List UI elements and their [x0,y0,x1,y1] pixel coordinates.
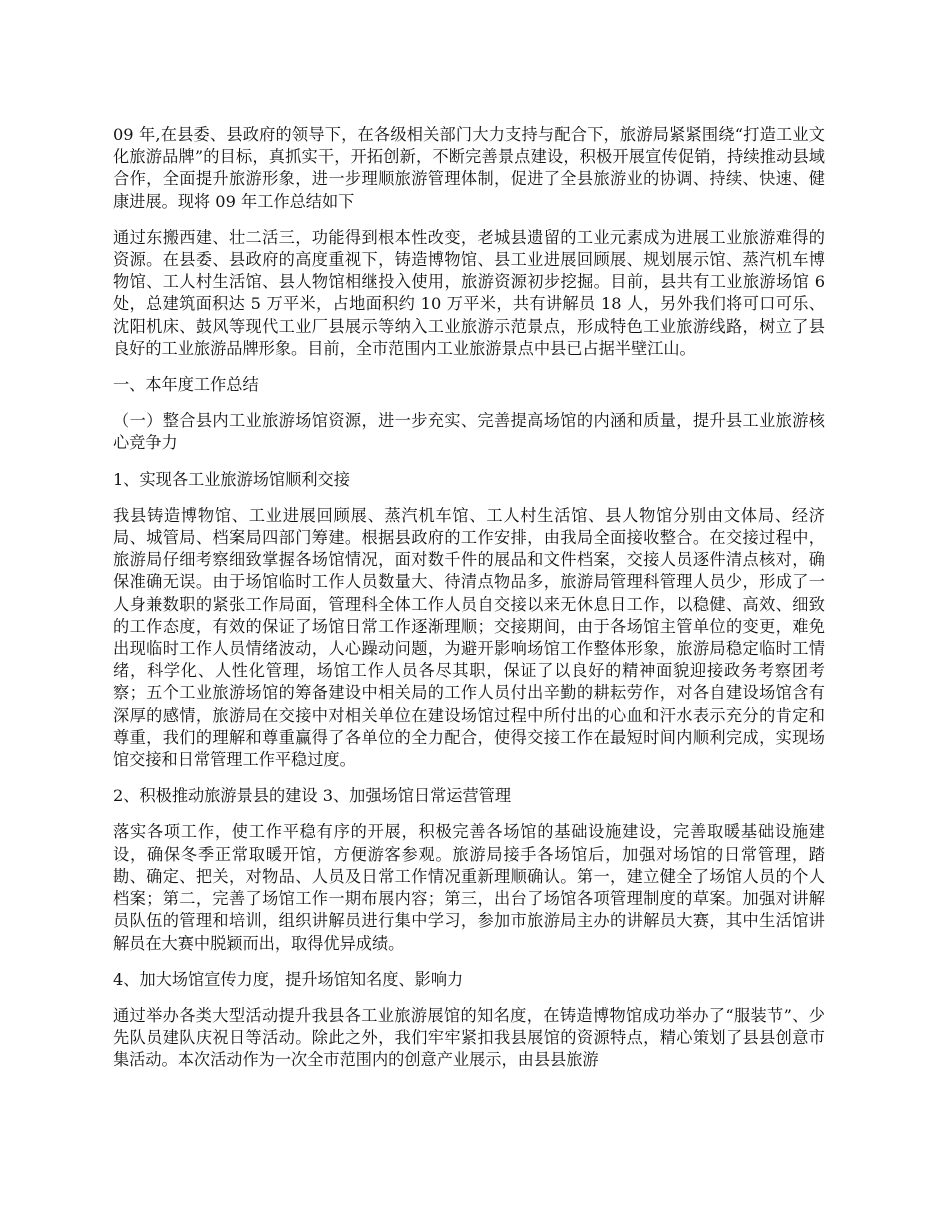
item-heading-4: 4、加大场馆宣传力度，提升场馆知名度、影响力 [113,969,464,989]
intro-paragraph: 09 年,在县委、县政府的领导下，在各级相关部门大力支持与配合下，旅游局紧紧围绕“打造工业文化旅游品牌”的目标，真抓实干，开拓创新，不断完善景点建设，积极开展宣传促销，持续推动县域合作，全面提升旅游形象，进一步理顺旅游管理体制，促进了全县旅游业的协调、持续、快速、健康进展。现将 09 年工作总结如下 [113,125,825,211]
item-heading-2-3: 2、积极推动旅游景县的建设 3、加强场馆日常运营管理 [113,786,512,806]
item-paragraph-3: 落实各项工作，使工作平稳有序的开展，积极完善各场馆的基础设施建设，完善取暖基础设施建设，确保冬季正常取暖开馆，方便游客参观。旅游局接手各场馆后，加强对场馆的日常管理，踏勘、确定、把关，对物品、人员及日常工作情况重新理顺确认。第一，建立健全了场馆人员的个人档案；第二，完善了场馆工作一期布展内容；第三，出台了场馆各项管理制度的草案。加强对讲解员队伍的管理和培训，组织讲解员进行集中学习，参加市旅游局主办的讲解员大赛，其中生活馆讲解员在大赛中脱颖而出，取得优异成绩。 [113,822,825,953]
item-paragraph-1: 我县铸造博物馆、工业进展回顾展、蒸汽机车馆、工人村生活馆、县人物馆分别由文体局、经济局、城管局、档案局四部门筹建。根据县政府的工作安排，由我局全面接收整合。在交接过程中，旅游局仔细考察细致掌握各场馆情况，面对数千件的展品和文件档案，交接人员逐件清点核对，确保准确无误。由于场馆临时工作人员数量大、待清点物品多，旅游局管理科管理人员少，形成了一人身兼数职的紧张工作局面，管理科全体工作人员自交接以来无休息日工作，以稳健、高效、细致的工作态度，有效的保证了场馆日常工作逐渐理顺；交接期间，由于各场馆主管单位的变更，难免出现临时工作人员情绪波动，人心躁动问题，为避开影响场馆工作整体形象，旅游局稳定临时工情绪，科学化、人性化管理，场馆工作人员各尽其职，保证了以良好的精神面貌迎接政务考察团考察；五个工业旅游场馆的筹备建设中相关局的工作人员付出辛勤的耕耘劳作，对各自建设场馆含有深厚的感情，旅游局在交接中对相关单位在建设场馆过程中所付出的心血和汗水表示充分的肯定和尊重，我们的理解和尊重赢得了各单位的全力配合，使得交接工作在最短时间内顺利完成，实现场馆交接和日常管理工作平稳过度。 [113,505,825,770]
background-paragraph: 通过东搬西建、壮二活三，功能得到根本性改变，老城县遗留的工业元素成为进展工业旅游难得的资源。在县委、县政府的高度重视下，铸造博物馆、县工业进展回顾展、规划展示馆、蒸汽机车博物馆、工人村生活馆、县人物馆相继投入使用，旅游资源初步挖掘。目前，县共有工业旅游场馆 6 处，总建筑面积达 5 万平米，占地面积约 10 万平米，共有讲解员 18 人，另外我们将可口可乐、沈阳机床、鼓风等现代工业厂县展示等纳入工业旅游示范景点，形成特色工业旅游线路，树立了县良好的工业旅游品牌形象。目前，全市范围内工业旅游景点中县已占据半壁江山。 [113,227,825,358]
document-body [113,124,825,1086]
item-paragraph-4: 通过举办各类大型活动提升我县各工业旅游展馆的知名度，在铸造博物馆成功举办了“服装节”、少先队员建队庆祝日等活动。除此之外，我们牢牢紧扣我县展馆的资源特点，精心策划了县县创意市集活动。本次活动作为一次全市范围内的创意产业展示，由县县旅游 [113,1005,825,1070]
item-heading-1: 1、实现各工业旅游场馆顺利交接 [113,469,350,489]
subsection-heading: （一）整合县内工业旅游场馆资源，进一步充实、完善提高场馆的内涵和质量，提升县工业旅游核心竞争力 [113,411,825,453]
section-heading: 一、本年度工作总结 [113,375,259,395]
